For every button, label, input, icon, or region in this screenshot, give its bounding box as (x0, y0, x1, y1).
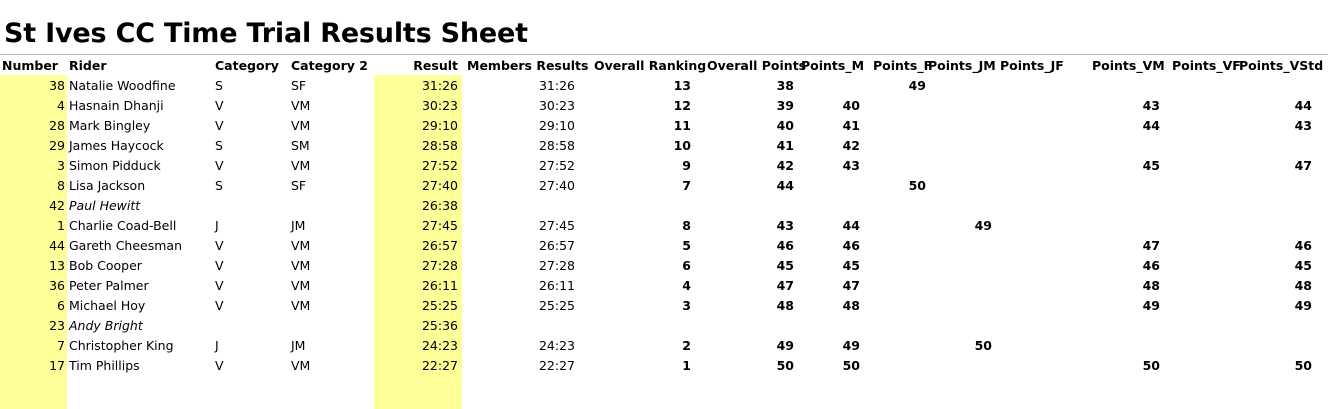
cell-points-f[interactable] (873, 296, 926, 316)
cell-members-results[interactable]: 30:23 (538, 98, 575, 113)
cell-rider[interactable]: Natalie Woodfine (69, 78, 176, 93)
cell-points-vm[interactable] (1092, 336, 1160, 356)
cell-category[interactable]: S (215, 78, 223, 93)
page-title: St Ives CC Time Trial Results Sheet (4, 18, 528, 49)
cell-rider[interactable]: Bob Cooper (69, 258, 142, 273)
cell-points-jm[interactable] (928, 316, 992, 336)
cell-members-results[interactable]: 26:57 (538, 238, 575, 253)
cell-points-vstd[interactable]: 44 (1294, 98, 1312, 113)
cell-category-2[interactable]: VM (291, 238, 311, 253)
cell-category[interactable]: J (215, 338, 219, 353)
cell-members-results[interactable]: 29:10 (538, 118, 575, 133)
cell-overall-points[interactable]: 47 (776, 278, 794, 293)
cell-points-vm[interactable]: 47 (1142, 238, 1160, 253)
header-points-vm[interactable]: Points_VM (1092, 58, 1165, 73)
cell-points-f[interactable] (873, 156, 926, 176)
cell-points-m[interactable]: 46 (842, 238, 860, 253)
cell-points-m[interactable]: 50 (842, 358, 860, 373)
cell-overall-points[interactable]: 42 (776, 158, 794, 173)
cell-points-vstd[interactable] (1239, 176, 1312, 196)
cell-points-vstd[interactable]: 50 (1294, 358, 1312, 373)
cell-points-vf[interactable] (1172, 316, 1232, 336)
cell-category[interactable]: J (215, 218, 219, 233)
cell-members-results[interactable] (467, 316, 575, 336)
cell-points-f[interactable] (873, 236, 926, 256)
cell-category-2[interactable]: SF (291, 178, 307, 193)
cell-points-m[interactable] (801, 316, 860, 336)
cell-rider[interactable]: James Haycock (69, 138, 164, 153)
cell-result[interactable]: 27:28 (421, 258, 458, 273)
header-category[interactable]: Category (215, 58, 279, 73)
header-points-m[interactable]: Points_M (801, 58, 865, 73)
cell-members-results[interactable]: 31:26 (538, 78, 575, 93)
cell-points-jf[interactable] (1000, 96, 1060, 116)
cell-points-vf[interactable] (1172, 136, 1232, 156)
cell-overall-ranking[interactable]: 2 (682, 338, 691, 353)
cell-points-jm[interactable] (928, 236, 992, 256)
cell-points-m[interactable]: 43 (842, 158, 860, 173)
cell-number[interactable]: 36 (49, 278, 65, 293)
cell-points-m[interactable]: 45 (842, 258, 860, 273)
cell-points-vf[interactable] (1172, 296, 1232, 316)
cell-result[interactable]: 25:25 (421, 298, 458, 313)
cell-number[interactable]: 29 (49, 138, 65, 153)
cell-category-2[interactable]: SF (291, 78, 307, 93)
cell-points-m[interactable]: 44 (842, 218, 860, 233)
cell-points-f[interactable] (873, 216, 926, 236)
cell-category[interactable]: V (215, 358, 224, 373)
cell-overall-points[interactable]: 45 (776, 258, 794, 273)
cell-overall-points[interactable]: 41 (776, 138, 794, 153)
cell-category-2[interactable]: VM (291, 298, 311, 313)
cell-points-vm[interactable] (1092, 76, 1160, 96)
cell-points-vf[interactable] (1172, 156, 1232, 176)
cell-result[interactable]: 31:26 (421, 78, 458, 93)
cell-points-m[interactable] (801, 76, 860, 96)
cell-points-jf[interactable] (1000, 116, 1060, 136)
cell-number[interactable]: 23 (49, 318, 65, 333)
cell-number[interactable]: 1 (57, 218, 65, 233)
cell-result[interactable]: 26:38 (421, 198, 458, 213)
cell-rider[interactable]: Andy Bright (69, 318, 143, 333)
cell-points-jf[interactable] (1000, 256, 1060, 276)
cell-result[interactable]: 24:23 (421, 338, 458, 353)
cell-points-f[interactable] (873, 276, 926, 296)
cell-overall-points[interactable] (707, 196, 794, 216)
cell-members-results[interactable]: 28:58 (538, 138, 575, 153)
cell-members-results[interactable]: 27:52 (538, 158, 575, 173)
cell-result[interactable]: 28:58 (421, 138, 458, 153)
cell-category-2[interactable]: VM (291, 98, 311, 113)
cell-points-f[interactable]: 50 (908, 178, 926, 193)
header-overall-points[interactable]: Overall Points (707, 58, 807, 73)
cell-members-results[interactable] (467, 196, 575, 216)
cell-points-jf[interactable] (1000, 196, 1060, 216)
cell-points-jm[interactable] (928, 76, 992, 96)
cell-points-vf[interactable] (1172, 356, 1232, 376)
cell-overall-ranking[interactable]: 13 (673, 78, 691, 93)
cell-points-vf[interactable] (1172, 216, 1232, 236)
cell-points-jf[interactable] (1000, 336, 1060, 356)
cell-points-jf[interactable] (1000, 216, 1060, 236)
cell-result[interactable]: 27:45 (421, 218, 458, 233)
cell-points-jf[interactable] (1000, 356, 1060, 376)
cell-points-jf[interactable] (1000, 76, 1060, 96)
cell-points-vstd[interactable] (1239, 76, 1312, 96)
header-members-results[interactable]: Members Results (467, 58, 589, 73)
cell-points-jf[interactable] (1000, 276, 1060, 296)
cell-category-2[interactable] (291, 196, 361, 216)
cell-points-vm[interactable] (1092, 196, 1160, 216)
cell-result[interactable]: 30:23 (421, 98, 458, 113)
cell-points-vf[interactable] (1172, 336, 1232, 356)
cell-rider[interactable]: Tim Phillips (69, 358, 140, 373)
cell-number[interactable]: 42 (49, 198, 65, 213)
cell-points-vm[interactable]: 48 (1142, 278, 1160, 293)
cell-category[interactable]: V (215, 158, 224, 173)
cell-overall-points[interactable]: 50 (776, 358, 794, 373)
cell-points-vm[interactable]: 50 (1142, 358, 1160, 373)
cell-category[interactable]: V (215, 258, 224, 273)
cell-points-m[interactable]: 41 (842, 118, 860, 133)
cell-overall-ranking[interactable]: 9 (682, 158, 691, 173)
cell-rider[interactable]: Paul Hewitt (69, 198, 141, 213)
cell-rider[interactable]: Mark Bingley (69, 118, 151, 133)
cell-overall-points[interactable] (707, 316, 794, 336)
cell-result[interactable]: 25:36 (421, 318, 458, 333)
cell-category[interactable] (215, 316, 275, 336)
cell-points-m[interactable]: 42 (842, 138, 860, 153)
cell-points-m[interactable]: 48 (842, 298, 860, 313)
cell-overall-ranking[interactable]: 3 (682, 298, 691, 313)
cell-points-f[interactable] (873, 136, 926, 156)
cell-result[interactable]: 22:27 (421, 358, 458, 373)
cell-points-jm[interactable] (928, 276, 992, 296)
cell-points-vf[interactable] (1172, 256, 1232, 276)
cell-points-f[interactable] (873, 316, 926, 336)
cell-category[interactable]: V (215, 118, 224, 133)
cell-points-f[interactable] (873, 96, 926, 116)
cell-rider[interactable]: Christopher King (69, 338, 174, 353)
cell-points-jf[interactable] (1000, 296, 1060, 316)
cell-points-vm[interactable]: 49 (1142, 298, 1160, 313)
cell-number[interactable]: 6 (57, 298, 65, 313)
cell-overall-points[interactable]: 46 (776, 238, 794, 253)
cell-points-vstd[interactable] (1239, 196, 1312, 216)
cell-points-m[interactable] (801, 176, 860, 196)
cell-points-vf[interactable] (1172, 176, 1232, 196)
cell-points-vm[interactable]: 45 (1142, 158, 1160, 173)
header-number[interactable]: Number (2, 58, 58, 73)
cell-rider[interactable]: Simon Pidduck (69, 158, 161, 173)
cell-category[interactable]: V (215, 98, 224, 113)
cell-overall-points[interactable]: 48 (776, 298, 794, 313)
cell-points-jm[interactable] (928, 156, 992, 176)
cell-points-f[interactable] (873, 116, 926, 136)
cell-points-vf[interactable] (1172, 196, 1232, 216)
cell-points-m[interactable]: 49 (842, 338, 860, 353)
cell-category-2[interactable]: VM (291, 258, 311, 273)
cell-result[interactable]: 26:11 (421, 278, 458, 293)
header-points-jf[interactable]: Points_JF (1000, 58, 1064, 73)
cell-rider[interactable]: Hasnain Dhanji (69, 98, 164, 113)
cell-number[interactable]: 17 (49, 358, 65, 373)
cell-points-vstd[interactable]: 46 (1294, 238, 1312, 253)
cell-overall-points[interactable]: 38 (776, 78, 794, 93)
cell-rider[interactable]: Peter Palmer (69, 278, 149, 293)
cell-category-2[interactable]: VM (291, 278, 311, 293)
cell-points-f[interactable] (873, 336, 926, 356)
cell-points-jm[interactable] (928, 296, 992, 316)
cell-points-vf[interactable] (1172, 116, 1232, 136)
cell-number[interactable]: 8 (57, 178, 65, 193)
cell-members-results[interactable]: 27:45 (538, 218, 575, 233)
cell-category-2[interactable]: JM (291, 218, 306, 233)
cell-overall-ranking[interactable]: 5 (682, 238, 691, 253)
header-overall-ranking[interactable]: Overall Ranking (594, 58, 707, 73)
cell-points-jm[interactable] (928, 116, 992, 136)
cell-overall-points[interactable]: 49 (776, 338, 794, 353)
title-divider (0, 54, 1328, 55)
cell-category[interactable]: V (215, 278, 224, 293)
cell-result[interactable]: 29:10 (421, 118, 458, 133)
header-points-f[interactable]: Points_F (873, 58, 933, 73)
cell-category-2[interactable] (291, 316, 361, 336)
cell-points-jf[interactable] (1000, 136, 1060, 156)
cell-number[interactable]: 28 (49, 118, 65, 133)
cell-points-jm[interactable] (928, 96, 992, 116)
cell-category-2[interactable]: VM (291, 358, 311, 373)
cell-points-jf[interactable] (1000, 316, 1060, 336)
header-rider[interactable]: Rider (69, 58, 107, 73)
cell-overall-ranking[interactable]: 12 (673, 98, 691, 113)
cell-points-vstd[interactable]: 48 (1294, 278, 1312, 293)
cell-overall-ranking[interactable]: 4 (682, 278, 691, 293)
cell-members-results[interactable]: 25:25 (538, 298, 575, 313)
cell-overall-points[interactable]: 40 (776, 118, 794, 133)
cell-points-vf[interactable] (1172, 276, 1232, 296)
cell-points-vstd[interactable] (1239, 136, 1312, 156)
cell-members-results[interactable]: 24:23 (538, 338, 575, 353)
cell-points-jf[interactable] (1000, 156, 1060, 176)
cell-category-2[interactable]: VM (291, 158, 311, 173)
cell-members-results[interactable]: 27:28 (538, 258, 575, 273)
cell-points-f[interactable] (873, 356, 926, 376)
cell-points-vstd[interactable]: 43 (1294, 118, 1312, 133)
cell-points-f[interactable] (873, 256, 926, 276)
cell-number[interactable]: 7 (57, 338, 65, 353)
cell-points-vf[interactable] (1172, 76, 1232, 96)
cell-overall-points[interactable]: 39 (776, 98, 794, 113)
cell-points-vm[interactable] (1092, 216, 1160, 236)
header-points-jm[interactable]: Points_JM (928, 58, 996, 73)
cell-rider[interactable]: Lisa Jackson (69, 178, 146, 193)
cell-members-results[interactable]: 22:27 (538, 358, 575, 373)
cell-points-jm[interactable] (928, 256, 992, 276)
cell-points-vm[interactable] (1092, 316, 1160, 336)
cell-points-vf[interactable] (1172, 236, 1232, 256)
cell-points-vstd[interactable]: 49 (1294, 298, 1312, 313)
cell-overall-ranking[interactable] (594, 196, 691, 216)
header-points-vf[interactable]: Points_VF (1172, 58, 1241, 73)
cell-points-vf[interactable] (1172, 96, 1232, 116)
cell-points-jm[interactable] (928, 136, 992, 156)
cell-result[interactable]: 26:57 (421, 238, 458, 253)
cell-points-vm[interactable] (1092, 136, 1160, 156)
cell-category[interactable] (215, 196, 275, 216)
cell-points-jm[interactable] (928, 356, 992, 376)
cell-category-2[interactable]: JM (291, 338, 306, 353)
cell-overall-points[interactable]: 43 (776, 218, 794, 233)
cell-points-jf[interactable] (1000, 176, 1060, 196)
header-points-vstd[interactable]: Points_VStd (1239, 58, 1324, 73)
cell-points-vstd[interactable]: 45 (1294, 258, 1312, 273)
cell-rider[interactable]: Michael Hoy (69, 298, 146, 313)
cell-points-jf[interactable] (1000, 236, 1060, 256)
cell-points-jm[interactable]: 50 (974, 338, 992, 353)
cell-overall-ranking[interactable]: 6 (682, 258, 691, 273)
cell-number[interactable]: 38 (49, 78, 65, 93)
cell-points-vstd[interactable] (1239, 336, 1312, 356)
cell-points-vstd[interactable]: 47 (1294, 158, 1312, 173)
cell-overall-ranking[interactable]: 11 (673, 118, 691, 133)
cell-overall-ranking[interactable]: 8 (682, 218, 691, 233)
cell-points-vm[interactable]: 43 (1142, 98, 1160, 113)
cell-overall-ranking[interactable]: 1 (682, 358, 691, 373)
cell-overall-ranking[interactable] (594, 316, 691, 336)
cell-points-vm[interactable]: 46 (1142, 258, 1160, 273)
cell-category[interactable]: V (215, 298, 224, 313)
cell-members-results[interactable]: 27:40 (538, 178, 575, 193)
cell-points-m[interactable] (801, 196, 860, 216)
cell-points-vstd[interactable] (1239, 216, 1312, 236)
cell-overall-ranking[interactable]: 10 (673, 138, 691, 153)
cell-points-m[interactable]: 40 (842, 98, 860, 113)
cell-result[interactable]: 27:40 (421, 178, 458, 193)
cell-overall-ranking[interactable]: 7 (682, 178, 691, 193)
cell-category-2[interactable]: VM (291, 118, 311, 133)
cell-points-jm[interactable] (928, 176, 992, 196)
cell-category[interactable]: S (215, 138, 223, 153)
cell-result[interactable]: 27:52 (421, 158, 458, 173)
cell-points-jm[interactable] (928, 196, 992, 216)
cell-category[interactable]: S (215, 178, 223, 193)
cell-rider[interactable]: Charlie Coad-Bell (69, 218, 177, 233)
cell-points-f[interactable]: 49 (908, 78, 926, 93)
cell-points-m[interactable]: 47 (842, 278, 860, 293)
cell-members-results[interactable]: 26:11 (538, 278, 575, 293)
cell-overall-points[interactable]: 44 (776, 178, 794, 193)
cell-category-2[interactable]: SM (291, 138, 310, 153)
cell-points-vm[interactable]: 44 (1142, 118, 1160, 133)
header-result[interactable]: Result (413, 58, 458, 73)
cell-points-vstd[interactable] (1239, 316, 1312, 336)
cell-number[interactable]: 44 (49, 238, 65, 253)
cell-points-f[interactable] (873, 196, 926, 216)
header-category-2[interactable]: Category 2 (291, 58, 368, 73)
cell-points-jm[interactable]: 49 (974, 218, 992, 233)
cell-rider[interactable]: Gareth Cheesman (69, 238, 183, 253)
cell-points-vm[interactable] (1092, 176, 1160, 196)
cell-number[interactable]: 4 (57, 98, 65, 113)
cell-category[interactable]: V (215, 238, 224, 253)
cell-number[interactable]: 3 (57, 158, 65, 173)
cell-number[interactable]: 13 (49, 258, 65, 273)
